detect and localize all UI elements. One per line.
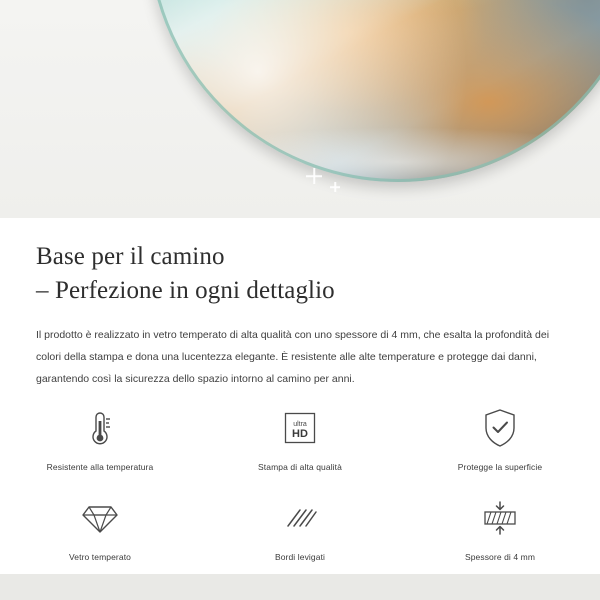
headline-line-2: – Perfezione in ogni dettaglio xyxy=(36,277,335,304)
polished-edges-icon xyxy=(272,494,328,542)
feature-item-temperature xyxy=(0,398,200,472)
feature-label: Spessore di 4 mm xyxy=(464,552,536,562)
feature-grid xyxy=(0,398,600,562)
diamond-icon xyxy=(72,494,128,542)
feature-label: Protegge la superficie xyxy=(457,462,543,472)
description-paragraph: Il prodotto è realizzato in vetro temperato di alta qualità con uno spessore di 4 mm, che esalta la profondità dei colori della stampa e dona una lucentezza elegante. È resistente alle alte temperature e protegge dai danni, garantendo così la sicurezza dello spazio intorno al camino per anni. xyxy=(36,329,550,385)
svg-text:ultra: ultra xyxy=(293,421,307,428)
bottom-bar xyxy=(0,574,600,600)
feature-item-tempered-glass xyxy=(0,488,200,562)
shield-check-icon xyxy=(472,404,528,452)
headline-line-1: Base per il camino xyxy=(36,243,225,270)
feature-label: Bordi levigati xyxy=(274,552,326,562)
hero-image xyxy=(0,0,600,218)
feature-label: Vetro temperato xyxy=(69,552,131,562)
feature-item-thickness xyxy=(400,488,600,562)
feature-label: Resistente alla temperatura xyxy=(46,462,154,472)
content-block xyxy=(0,218,600,390)
feature-label: Stampa di alta qualità xyxy=(258,462,342,472)
thickness-arrows-icon xyxy=(472,494,528,542)
feature-item-print-quality xyxy=(200,398,400,472)
feature-item-surface-protection xyxy=(400,398,600,472)
page-title xyxy=(0,218,600,308)
ultra-hd-icon xyxy=(272,404,328,452)
feature-item-polished-edges xyxy=(200,488,400,562)
svg-text:HD: HD xyxy=(292,428,308,440)
thermometer-icon xyxy=(72,404,128,452)
